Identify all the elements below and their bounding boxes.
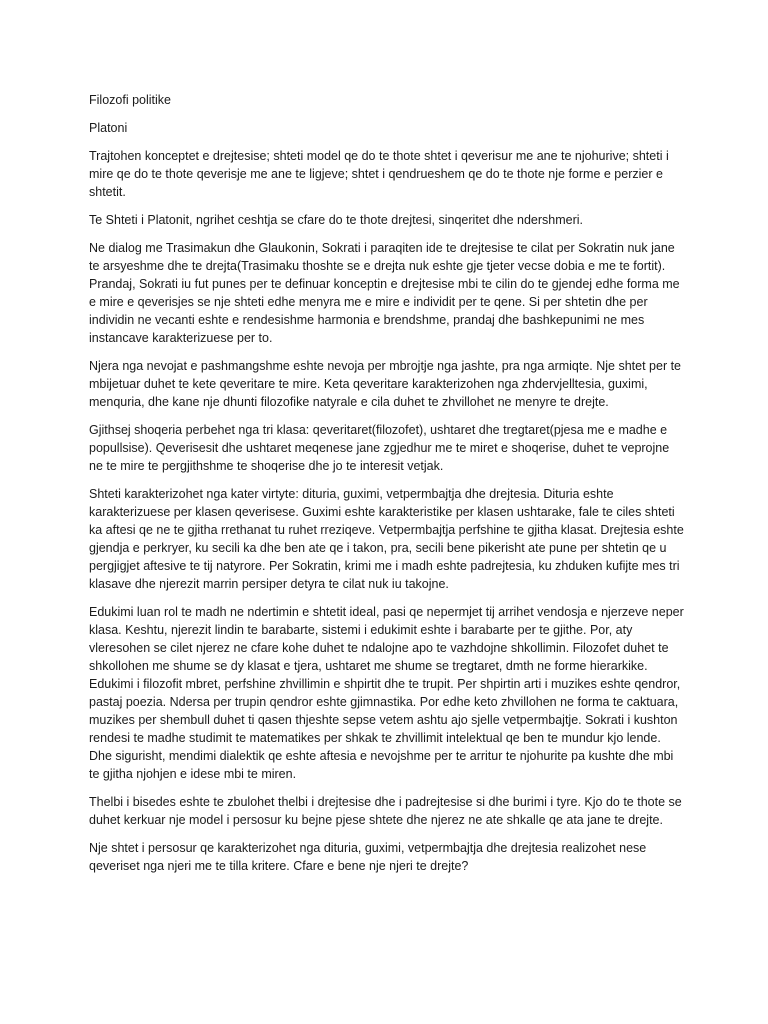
paragraph: Te Shteti i Platonit, ngrihet ceshtja se cfare do te thote drejtesi, sinqeritet dhe ndershmeri. <box>89 213 584 227</box>
document-title: Filozofi politike <box>89 93 171 107</box>
paragraph: Njera nga nevojat e pashmangshme eshte nevoja per mbrojtje nga jashte, pra nga armiqte. Nje shtet per te mbijetuar duhet te kete qeveritare te mire. Keta qeveritare karakterizohen nga zhdervjelltesia, guximi, menquria, dhe kane nje dhunti filozofike natyrale e cila duhet te zhvillohet ne menyre te drejte. <box>89 359 682 409</box>
paragraph: Trajtohen konceptet e drejtesise; shteti model qe do te thote shtet i qeverisur me ane te njohurive; shteti i mire qe do te thote qeverisje me ane te ligjeve; shtet i qendrueshem qe do te thote nje forme e perzier e shtetit. <box>89 149 669 199</box>
paragraph: Thelbi i bisedes eshte te zbulohet thelbi i drejtesise dhe i padrejtesise si dhe burimi i tyre. Kjo do te thote se duhet kerkuar nje model i persosur ku bejne pjese shtete dhe njerez ne ate shkalle qe ata jane te drejte. <box>89 795 682 827</box>
paragraph: Gjithsej shoqeria perbehet nga tri klasa: qeveritaret(filozofet), ushtaret dhe tregtaret(pjesa me e madhe e popullsise). Qeverisesit dhe ushtaret meqenese jane zgjedhur me te miret e shoqerise, duhet te veprojne ne te mire te pergjithshme te shoqerise dhe jo te interesit vetjak. <box>89 423 670 473</box>
paragraph: Nje shtet i persosur qe karakterizohet nga dituria, guximi, vetpermbajtja dhe drejtesia realizohet nese qeveriset nga njeri me te tilla kritere. Cfare e bene nje njeri te drejte? <box>89 841 647 873</box>
paragraph: Ne dialog me Trasimakun dhe Glaukonin, Sokrati i paraqiten ide te drejtesise te cilat per Sokratin nuk jane te arsyeshme dhe te drejta(Trasimaku thoshte se e drejta nuk eshte gje tjeter vecse dobia e me te fortit). Prandaj, Sokrati iu fut punes per te definuar konceptin e drejtesise mbi te cilin do te gjendej edhe forma me e mire e qeverisjes se nje shteti edhe menyra me e mire e individit per te qene. Si per shtetin dhe per individin ne vecanti eshte e rendesishme harmonia e brendshme, prandaj dhe bashkepunimi ne mes instancave karakterizuese per to. <box>89 241 680 345</box>
document-page <box>89 91 685 885</box>
paragraph: Edukimi luan rol te madh ne ndertimin e shtetit ideal, pasi qe nepermjet tij arrihet vendosja e njerzeve neper klasa. Keshtu, njerezit lindin te barabarte, sistemi i edukimit eshte i barabarte per te gjithe. Por, aty vleresohen se cilet njerez ne cfare kohe duhet te ndalojne apo te vazhdojne shkollimin. Filozofet duhet te shkollohen me shume se dy klasat e tjera, ushtaret me shume se tregtaret, dmth ne forme hierarkike. Edukimi i filozofit mbret, perfshine zhvillimin e shpirtit dhe te trupit. Per shpirtin arti i muzikes eshte qendror, pastaj poezia. Ndersa per trupin qendror eshte gjimnastika. Por edhe keto zhvillohen ne forma te caktuara, muzikes per shembull duhet ti qasen thjeshte sepse vetem ashtu ajo sjelle vetpermbajtje. Sokrati i kushton rendesi te madhe studimit te matematikes per shkak te zhvillimit intelektual qe ben te mundur kjo lende. Dhe sigurisht, mendimi dialektik qe eshte aftesia e nevojshme per te arritur te njohurite pa kushte dhe mbi te gjitha njohjen e idese mbi te miren. <box>89 605 684 781</box>
paragraph: Shteti karakterizohet nga kater virtyte: dituria, guximi, vetpermbajtja dhe drejtesia. Dituria eshte karakterizuese per klasen qeverisese. Guximi eshte karakteristike per klasen ushtarake, fale te ciles shteti ka aftesi qe ne te gjitha rrethanat tu ruhet rreziqeve. Vetpermbajtja perfshine te gjitha klasat. Drejtesia eshte gjendja e perkryer, ku secili ka dhe ben ate qe i takon, pra, secili bene pikerisht ate pune per shtetin qe u pergjigjet aftesive te tij natyrore. Per Sokratin, krimi me i madh eshte padrejtesia, ku zhduken kufijte mes tri klasave dhe njerezit marrin persiper detyra te cilat nuk iu takojne. <box>89 487 684 591</box>
document-subtitle: Platoni <box>89 121 128 135</box>
